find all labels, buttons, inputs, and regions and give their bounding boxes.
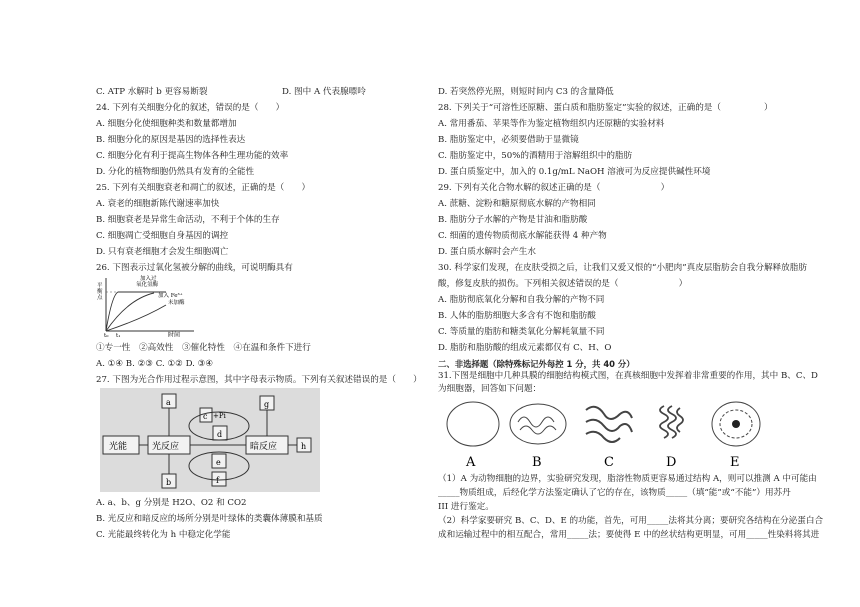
label-catalase-2: 氧化氢酶 [136,282,159,288]
box-d: d [217,430,223,439]
left-text-line: D. 分化的植物细胞仍然具有发育的全能性 [96,167,255,177]
right-text-line: C. 等质量的脂肪和糖类氧化分解耗氧量不同 [438,327,605,337]
right-text-line: D. 蛋白质鉴定中，加入的 0.1g/mL NaOH 溶液可为反应提供碱性环境 [438,167,711,177]
box-e: e [216,458,221,467]
left-text-line: B. 细胞分化的原因是基因的选择性表达 [96,135,246,145]
left-text-line: 26. 下图表示过氧化氢被分解的曲线，可说明酶具有 [96,263,293,273]
left-text-line: D. 图中 A 代表腺嘌呤 [282,87,366,97]
left-text-line: D. 只有衰老细胞才会发生细胞凋亡 [96,247,229,257]
box-h: h [301,442,307,451]
structure-d [660,406,683,438]
curve-no-enzyme [106,305,166,331]
right-text-line: B. 人体的脂肪细胞大多含有不饱和脂肪酸 [438,311,596,321]
right-text-line: （2）科学家要研究 B、C、D、E 的功能，首先，可用_____法将其分离；要研究各结构在分泌蛋白合 [438,516,824,526]
left-text-line: C. 细胞凋亡受细胞自身基因的调控 [96,231,229,241]
right-text-line: D. 脂肪和脂肪酸的组成元素都仅有 C、H、O [438,343,612,353]
right-text-line: 29. 下列有关化合物水解的叙述正确的是（ ） [438,183,670,193]
box-g: g [264,400,270,409]
box-a: a [166,398,171,407]
right-text-line: 酸，修复皮肤的损伤。下列相关叙述错误的是（ ） [438,279,688,289]
right-text-line: B. 脂肪分子水解的产物是甘油和脂肪酸 [438,215,588,225]
left-text-line: C. ATP 水解时 b 更容易断裂 [96,87,208,97]
left-text-line: C. 光能最终转化为 h 中稳定化学能 [96,530,231,540]
right-text-line: 成和运输过程中的相互配合，常用_____法；要使得 E 中的丝状结构更明显，可用_____性染料将其进 [438,530,820,540]
curve-catalase [106,292,166,331]
right-text-line: 28. 下列关于“可溶性还原糖、蛋白质和脂肪鉴定”实验的叙述，正确的是（ ） [438,103,773,113]
right-text-line: D. 蛋白质水解时会产生水 [438,247,536,257]
label-b: B [532,455,542,470]
structure-b [510,404,566,444]
right-text-line: A. 脂肪彻底氧化分解和自我分解的产物不同 [438,295,605,305]
right-text-line: III 进行鉴定。 [438,502,494,512]
right-text-line: D. 若突然停光照，则短时间内 C3 的含量降低 [438,87,614,97]
figure-26-enzyme-curve [96,275,196,337]
left-text-line: A. ①④ B. ②③ C. ①② D. ③④ [96,359,214,369]
right-text-line: 为细胞器，回答如下问题： [438,384,542,394]
right-text-line: C. 脂肪鉴定中，50%的酒精用于溶解组织中的脂肪 [438,151,633,161]
left-text-line: C. 细胞分化有利于提高生物体各种生理功能的效率 [96,151,289,161]
right-text-line: 31.下图是细胞中几种具膜的细胞结构模式图，在真核细胞中发挥着非常重要的作用，其中 B、C、D [438,371,818,381]
right-text-line: A. 蔗糖、淀粉和糖原彻底水解的产物相同 [438,199,596,209]
box-light: 光能 [109,442,128,452]
left-text-line: A. 细胞分化使细胞种类和数量都增加 [96,119,237,129]
right-text-line: 二、非选择题（除特殊标记外每控 1 分，共 40 分） [438,359,635,369]
box-light-reaction: 光反应 [152,442,180,452]
left-text-line: A. a、b、g 分别是 H2O、O2 和 CO2 [96,498,247,508]
label-fe: 加入 Fe³⁺ [158,293,183,299]
box-dark-reaction: 暗反应 [250,442,278,452]
structure-c [586,407,632,442]
left-text-line: 24. 下列有关细胞分化的叙述，错误的是（ ） [96,103,285,113]
t1-label: t₁ [116,333,121,337]
y-label-2: 衡 [97,289,103,295]
right-text-line: A. 常用番茄、苹果等作为鉴定植物组织内还原糖的实验材料 [438,119,665,129]
right-text-line: （1）A 为动物细胞的边界，实验研究发现，脂溶性物质更容易通过结构 A，则可以推测 A 中可能由 [438,474,817,484]
box-c: c [203,412,208,421]
figure-31-cell-structures [440,396,780,470]
label-d: D [666,455,677,470]
left-text-line: B. 细胞衰老是异常生命活动，不利于个体的生存 [96,215,280,225]
label-none: 未加酶 [168,300,185,306]
box-b: b [166,478,172,487]
label-a: A [466,455,476,470]
x-label: 时间 [168,332,181,337]
right-text-line: _____物质组成，后经化学方法鉴定确认了它的存在，该物质_____（填“能”或“不能”）用苏丹 [438,488,791,498]
structure-a [447,402,499,446]
left-text-line: A. 衰老的细胞新陈代谢速率加快 [96,199,220,209]
left-text-line: ①专一性 ②高效性 ③催化特性 ④在温和条件下进行 [96,343,311,353]
right-text-line: B. 脂肪鉴定中，必须要借助于显微镜 [438,135,579,145]
label-pi: +Pi [213,412,226,420]
label-catalase: 加入过 [140,276,157,282]
left-text-line: B. 光反应和暗反应的场所分别是叶绿体的类囊体薄膜和基质 [96,514,323,524]
right-text-line: C. 细菌的遗传物质彻底水解能获得 4 种产物 [438,231,607,241]
label-c: C [604,455,614,470]
left-text-line: 27. 下图为光合作用过程示意图，其中字母表示物质。下列有关叙述错误的是（ ） [96,375,422,385]
label-e: E [730,455,740,470]
right-text-line: 30. 科学家们发现，在皮肤受损之后，让我们又爱又恨的“小肥肉”真皮层脂肪会自我分解释放脂肪 [438,263,807,273]
figure-27-photosynthesis [100,388,320,492]
y-label-1: 平 [97,283,103,289]
y-label-3: 点 [97,295,103,301]
left-text-line: 25. 下列有关细胞衰老和凋亡的叙述，正确的是（ ） [96,183,311,193]
box-f: f [216,476,219,485]
t0-label: t₀ [104,333,109,337]
